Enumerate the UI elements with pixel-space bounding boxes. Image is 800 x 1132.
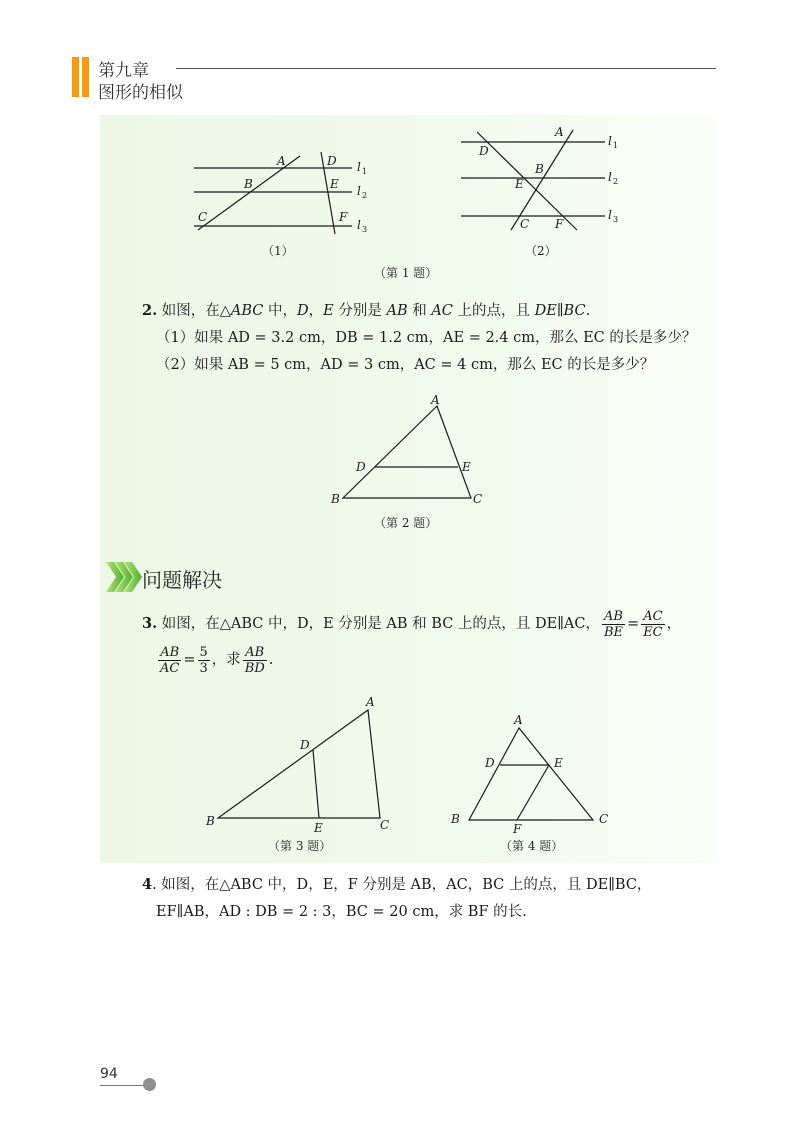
svg-text:3: 3: [613, 215, 619, 224]
figure-2: [325, 392, 495, 510]
label-e: E: [330, 177, 339, 191]
problem-4-line-1: 4. 如图，在△ABC 中，D，E，F 分别是 AB，AC，BC 上的点，且 DE∥BC，: [142, 876, 652, 893]
figure-1b-caption: （2）: [525, 244, 557, 258]
svg-text:D: D: [356, 460, 366, 474]
svg-text:C: C: [380, 818, 390, 832]
section-title: 问题解决: [142, 568, 222, 592]
figure-1a-caption: （1）: [262, 244, 294, 258]
label-a: A: [277, 154, 286, 168]
section-header: [106, 560, 142, 594]
header-accent-bar: [72, 57, 79, 97]
svg-text:B: B: [451, 812, 460, 826]
label-l3: l: [357, 218, 361, 232]
page-number: 94: [100, 1066, 118, 1082]
figure-3-caption: （第 3 题）: [268, 839, 332, 853]
svg-text:2: 2: [613, 177, 619, 186]
svg-text:F: F: [555, 217, 564, 231]
svg-text:E: E: [515, 177, 524, 191]
label-l1: l: [357, 160, 361, 174]
svg-text:A: A: [555, 125, 564, 139]
label-c: C: [198, 210, 208, 224]
problem-3-statement: 3. 如图，在△ABC 中，D，E 分别是 AB 和 BC 上的点，且 DE∥AC， $\frac{AB}{BE}$ = $\frac{AC}{EC}$ ，: [142, 608, 682, 640]
svg-text:D: D: [300, 738, 310, 752]
svg-text:C: C: [520, 217, 530, 231]
svg-text:B: B: [535, 162, 544, 176]
label-f: F: [339, 210, 348, 224]
svg-text:E: E: [314, 821, 323, 835]
svg-text:3: 3: [362, 225, 368, 234]
svg-text:C: C: [599, 812, 609, 826]
header-rule: [176, 68, 716, 69]
label-l2: l: [357, 184, 361, 198]
label-b: B: [244, 177, 253, 191]
label-d: D: [327, 154, 337, 168]
svg-text:l: l: [608, 208, 612, 222]
header-accent-bar: [82, 57, 89, 97]
figure-1a: [190, 148, 380, 238]
figure-2-caption: （第 2 题）: [374, 516, 438, 530]
chapter-label: 第九章: [98, 61, 149, 81]
svg-text:E: E: [554, 756, 563, 770]
problem-4-line-2: EF∥AB，AD : DB = 2 : 3，BC = 20 cm，求 BF 的长.: [156, 904, 527, 920]
svg-text:F: F: [513, 822, 522, 836]
svg-text:2: 2: [362, 191, 368, 200]
svg-text:l: l: [608, 170, 612, 184]
svg-text:l: l: [608, 134, 612, 148]
figure-4: [445, 710, 615, 840]
svg-text:B: B: [331, 492, 340, 506]
problem-2-part-2: （2）如果 AB = 5 cm，AD = 3 cm，AC = 4 cm，那么 EC 的长是多少？: [156, 357, 655, 373]
svg-text:A: A: [514, 713, 523, 727]
problem-2-statement: 2. 如图，在△ABC 中，D，E 分别是 AB 和 AC 上的点，且 DE∥BC.: [142, 302, 591, 319]
svg-text:E: E: [462, 460, 471, 474]
svg-text:1: 1: [362, 167, 368, 176]
figure-4-caption: （第 4 题）: [500, 839, 564, 853]
chevron-arrows-icon: [106, 560, 142, 594]
problem-3-statement-2: $\frac{AB}{AC}$ = $\frac{5}{3}$ ，求 $\frac{AB}{BD}$ .: [160, 644, 274, 676]
figure-3: [200, 692, 400, 837]
svg-text:B: B: [206, 814, 215, 828]
problem-2-part-1: （1）如果 AD = 3.2 cm，DB = 1.2 cm，AE = 2.4 cm，那么 EC 的长是多少？: [156, 330, 697, 346]
figure-1-caption: （第 1 题）: [374, 266, 438, 280]
svg-text:A: A: [431, 393, 440, 407]
svg-text:D: D: [479, 144, 489, 158]
svg-text:1: 1: [613, 141, 619, 150]
page-dot: [143, 1078, 156, 1091]
page-number-rule: [100, 1085, 148, 1086]
chapter-subtitle: 图形的相似: [98, 83, 183, 103]
svg-text:C: C: [473, 492, 483, 506]
svg-text:D: D: [485, 756, 495, 770]
svg-text:A: A: [366, 695, 375, 709]
figure-1b: [455, 124, 630, 234]
